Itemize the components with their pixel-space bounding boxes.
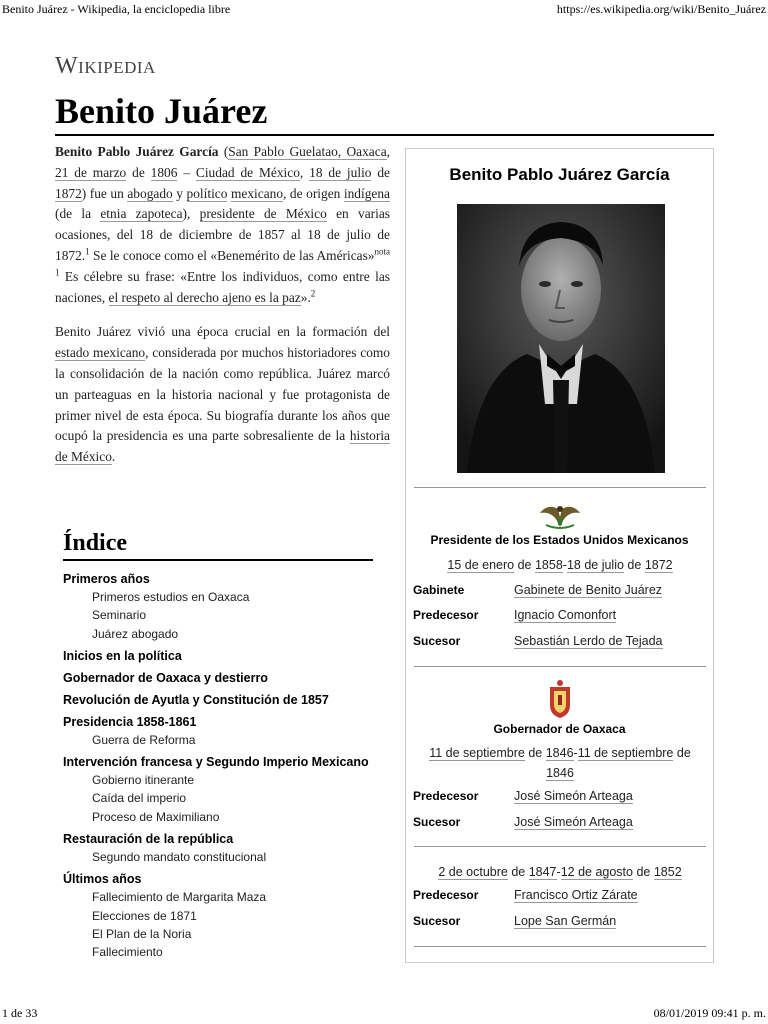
text: (de la (55, 206, 101, 222)
link-historia-de-mexico[interactable]: historia de México (55, 428, 390, 465)
term-start-year-link[interactable]: 1846 (545, 746, 574, 760)
toc-subitem[interactable]: Primeros estudios en Oaxaca (92, 590, 250, 604)
lead-paragraph-2 (55, 322, 390, 468)
text: . (111, 449, 116, 465)
toc-subitem[interactable]: Caída del imperio (92, 791, 187, 806)
term-start-date-link[interactable]: 2 de octubre (438, 865, 508, 879)
toc-item[interactable]: Últimos años (63, 872, 142, 887)
term-start-date-link[interactable]: 15 de enero (447, 558, 515, 572)
row-label-predecesor: Predecesor (413, 789, 479, 803)
toc-subitem[interactable]: El Plan de la Noria (92, 926, 192, 941)
row-value-sucesor[interactable] (514, 914, 616, 928)
gabinete-link[interactable]: Gabinete de Benito Juárez (514, 583, 663, 597)
link-respeto-derecho-ajeno[interactable]: el respeto al derecho ajeno es la paz (108, 289, 301, 305)
sucesor-link[interactable]: José Simeón Arteaga (514, 815, 633, 829)
toc-item[interactable]: Revolución de Ayutla y Constitución de 1857 (63, 692, 329, 707)
text: Es célebre su frase: «Entre los individuos, como entre las naciones, (55, 268, 390, 305)
row-value-sucesor[interactable] (514, 634, 663, 648)
row-label-gabinete: Gabinete (413, 583, 465, 597)
infobox-divider (414, 946, 706, 947)
sucesor-link[interactable]: Lope San Germán (514, 914, 617, 928)
mexican-coat-of-arms-icon[interactable] (538, 499, 582, 536)
text: en varias ocasiones, del 18 de diciembre de 1857 al 18 de julio de 1872. (55, 206, 391, 263)
toc-subitem[interactable]: Gobierno itinerante (92, 773, 195, 788)
toc-subitem[interactable]: Fallecimiento de Margarita Maza (92, 890, 267, 905)
toc-section (63, 648, 373, 665)
toc-section (63, 670, 373, 687)
oaxaca-coat-of-arms-icon[interactable] (547, 679, 573, 724)
link-presidente-de-mexico[interactable]: presidente de México (199, 206, 327, 222)
note-reference-1[interactable]: nota 1 (55, 246, 390, 278)
toc-item[interactable]: Inicios en la política (63, 648, 182, 663)
predecesor-link[interactable]: Ignacio Comonfort (514, 608, 617, 622)
toc-section (63, 692, 373, 709)
row-value-predecesor[interactable] (514, 608, 616, 622)
text: - (573, 746, 578, 760)
text: , de origen (283, 185, 344, 201)
term-president (414, 555, 706, 575)
toc-section (63, 754, 373, 826)
term-governor-1 (414, 743, 706, 783)
text: ( (223, 144, 229, 159)
infobox (405, 148, 714, 963)
toc-subitem[interactable]: Elecciones de 1871 (92, 908, 197, 923)
link-birth-year[interactable]: 1806 (150, 164, 178, 180)
link-mexicano[interactable]: mexicano (230, 185, 284, 201)
text: ) fue un (81, 185, 128, 201)
toc-subitem[interactable]: Proceso de Maximiliano (92, 809, 220, 824)
infobox-divider (414, 846, 706, 847)
article-title: Benito Juárez (55, 91, 268, 131)
toc-section (63, 831, 373, 866)
row-value-gabinete[interactable] (514, 583, 662, 597)
toc-list (63, 571, 373, 962)
print-datetime: 08/01/2019 09:41 p. m. (653, 1006, 766, 1020)
office-president: Presidente de los Estados Unidos Mexicanos (430, 533, 689, 547)
row-value-predecesor[interactable] (514, 888, 638, 902)
toc-section (63, 571, 373, 643)
text: - (556, 865, 561, 879)
text: – (177, 164, 196, 180)
text: , (386, 144, 390, 159)
toc-subitem[interactable]: Fallecimiento (92, 945, 163, 960)
link-estado-mexicano[interactable]: estado mexicano (55, 345, 146, 361)
term-end-year-link[interactable]: 1846 (546, 766, 574, 780)
print-page-number: 1 de 33 (2, 1006, 38, 1020)
print-footer (0, 1004, 768, 1024)
row-label-sucesor: Sucesor (413, 634, 461, 648)
text: de (514, 558, 535, 572)
toc-subitem[interactable]: Juárez abogado (92, 626, 179, 641)
toc-subitem[interactable]: Guerra de Reforma (92, 732, 196, 747)
lead-paragraph-1 (55, 142, 390, 308)
link-death-place[interactable]: Ciudad de México (195, 164, 300, 180)
term-start-year-link[interactable]: 1847 (528, 865, 557, 879)
print-page-title: Benito Juárez - Wikipedia, la enciclopedia libre (2, 2, 231, 16)
text: y (172, 185, 187, 201)
link-indigena[interactable]: indígena (343, 185, 390, 201)
toc-title: Índice (63, 530, 373, 561)
print-page-url[interactable]: https://es.wikipedia.org/wiki/Benito_Juárez (556, 2, 766, 16)
term-end-year-link[interactable]: 1852 (653, 865, 682, 879)
row-value-predecesor[interactable] (514, 789, 633, 803)
toc-subitem[interactable]: Segundo mandato constitucional (92, 850, 267, 865)
text: Benito Juárez vivió una época crucial en la formación del (55, 324, 390, 340)
link-etnia-zapoteca[interactable]: etnia zapoteca (100, 206, 183, 222)
text: de (126, 164, 151, 180)
term-end-date-link[interactable]: 11 de septiembre (577, 746, 674, 760)
infobox-divider (414, 487, 706, 488)
toc-item[interactable]: Restauración de la república (63, 832, 234, 847)
text: ), (182, 206, 200, 222)
term-end-year-link[interactable]: 1872 (644, 558, 673, 572)
term-end-date-link[interactable]: 12 de agosto (560, 865, 633, 879)
predecesor-link[interactable]: José Simeón Arteaga (514, 789, 633, 803)
table-of-contents (63, 530, 373, 967)
row-label-sucesor: Sucesor (413, 815, 461, 829)
infobox-divider (414, 666, 706, 667)
link-abogado[interactable]: abogado (127, 185, 173, 201)
office-governor: Gobernador de Oaxaca (493, 722, 626, 736)
term-end-date-link[interactable]: 18 de julio (566, 558, 624, 572)
text: Se le conoce como el «Benemérito de las Américas» (89, 247, 375, 263)
text: - (562, 558, 567, 572)
toc-item[interactable]: Gobernador de Oaxaca y destierro (63, 670, 268, 685)
infobox-name: Benito Pablo Juárez García (449, 165, 670, 184)
row-label-predecesor: Predecesor (413, 608, 479, 622)
link-death-year[interactable]: 1872 (55, 185, 82, 201)
text: de (371, 164, 391, 180)
link-birthplace[interactable]: San Pablo Guelatao, Oaxaca (228, 144, 387, 159)
reference-1[interactable]: 1 (85, 246, 90, 257)
link-death-date[interactable]: 18 de julio (309, 164, 372, 180)
sucesor-link[interactable]: Sebastián Lerdo de Tejada (514, 634, 663, 648)
toc-section (63, 871, 373, 961)
text: de (673, 746, 691, 760)
text: de (623, 558, 645, 572)
toc-item[interactable]: Intervención francesa y Segundo Imperio Mexicano (63, 755, 369, 770)
text: de (507, 865, 529, 879)
term-start-year-link[interactable]: 1858 (534, 558, 563, 572)
toc-section (63, 714, 373, 749)
portrait-drawing (457, 204, 665, 473)
toc-item[interactable]: Presidencia 1858-1861 (63, 714, 197, 729)
wikipedia-wordmark[interactable]: Wikipedia (55, 53, 156, 79)
term-governor-2 (414, 862, 706, 882)
predecesor-link[interactable]: Francisco Ortiz Zárate (514, 888, 638, 902)
subject-name: Benito Pablo Juárez García (55, 144, 219, 159)
title-divider (55, 134, 714, 136)
term-start-date-link[interactable]: 11 de septiembre (429, 746, 525, 760)
link-birth-date[interactable]: 21 de marzo (55, 164, 127, 180)
text: de (524, 746, 546, 760)
article-lead (55, 142, 390, 482)
link-politico[interactable]: político (186, 185, 228, 201)
text: ». (300, 289, 311, 305)
text: , considerada por muchos historiadores como la consolidación de la nación como república. Juárez marcó un parteaguas en la historia nacional y fue protagonista de primer nivel de esta época. Su biografía durante los años que ocupó la presidencia es una parte sobresaliente de la (55, 345, 391, 444)
portrait-photo[interactable] (457, 204, 665, 473)
toc-item[interactable]: Primeros años (63, 572, 150, 586)
reference-2[interactable]: 2 (310, 288, 316, 299)
text: , (299, 164, 310, 180)
text: de (632, 865, 654, 879)
row-value-sucesor[interactable] (514, 815, 633, 829)
print-header (0, 0, 768, 20)
toc-subitem[interactable]: Seminario (92, 608, 147, 623)
row-label-predecesor: Predecesor (413, 888, 479, 902)
row-label-sucesor: Sucesor (413, 914, 461, 928)
